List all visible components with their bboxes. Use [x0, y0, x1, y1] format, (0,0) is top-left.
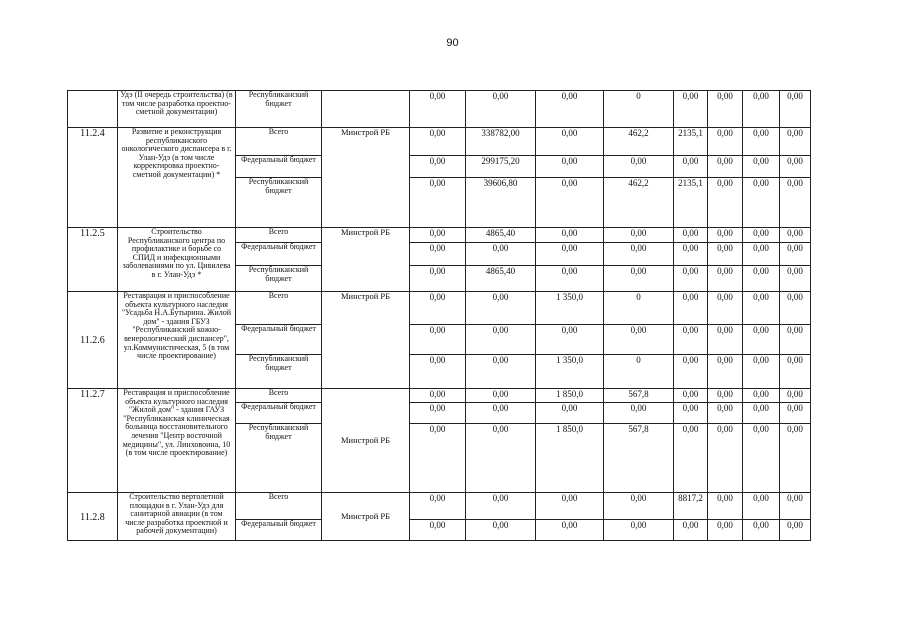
- value-cell: 0,00: [743, 178, 780, 228]
- funding-source: Всего: [236, 292, 322, 325]
- value-cell: 0,00: [674, 424, 708, 493]
- value-cell: 0,00: [780, 520, 811, 541]
- executor: [322, 91, 410, 128]
- item-code: [68, 91, 118, 128]
- value-cell: 1 350,0: [536, 292, 604, 325]
- funding-source: Республиканский бюджет: [236, 178, 322, 228]
- value-cell: 0,00: [604, 403, 674, 424]
- table-row: [68, 292, 811, 325]
- value-cell: 0,00: [780, 243, 811, 266]
- value-cell: 0,00: [604, 325, 674, 355]
- item-code: 11.2.6: [68, 292, 118, 389]
- value-cell: 0,00: [674, 389, 708, 403]
- value-cell: 0,00: [604, 266, 674, 292]
- value-cell: 0,00: [743, 266, 780, 292]
- value-cell: 0,00: [743, 128, 780, 156]
- value-cell: 0,00: [410, 389, 466, 403]
- value-cell: 8817,2: [674, 493, 708, 520]
- value-cell: 0,00: [410, 243, 466, 266]
- item-code: 11.2.4: [68, 128, 118, 228]
- value-cell: 0,00: [466, 424, 536, 493]
- value-cell: 0,00: [743, 355, 780, 389]
- value-cell: 299175,20: [466, 156, 536, 178]
- funding-source: Республиканский бюджет: [236, 91, 322, 128]
- value-cell: 0,00: [708, 355, 743, 389]
- value-cell: 0,00: [536, 403, 604, 424]
- value-cell: 0,00: [604, 493, 674, 520]
- value-cell: 0,00: [780, 128, 811, 156]
- value-cell: 0,00: [708, 243, 743, 266]
- value-cell: 0,00: [536, 520, 604, 541]
- funding-source: Республиканский бюджет: [236, 355, 322, 389]
- item-name: Развитие и реконструкция республиканского онкологического диспансера в г. Улан-Удэ (в том числе корректировка проектно-сметной документации) *: [118, 128, 236, 228]
- value-cell: 0,00: [780, 389, 811, 403]
- value-cell: 0,00: [466, 520, 536, 541]
- value-cell: 0,00: [410, 178, 466, 228]
- value-cell: 0,00: [410, 403, 466, 424]
- value-cell: 0,00: [674, 156, 708, 178]
- value-cell: 0,00: [780, 424, 811, 493]
- value-cell: 338782,00: [466, 128, 536, 156]
- funding-source: Федеральный бюджет: [236, 156, 322, 178]
- funding-source: Всего: [236, 128, 322, 156]
- value-cell: 0: [604, 292, 674, 325]
- item-code: 11.2.7: [68, 389, 118, 493]
- value-cell: 0,00: [466, 355, 536, 389]
- value-cell: 0,00: [708, 292, 743, 325]
- value-cell: 0,00: [743, 389, 780, 403]
- value-cell: 462,2: [604, 128, 674, 156]
- value-cell: 0,00: [743, 493, 780, 520]
- value-cell: 0,00: [604, 520, 674, 541]
- value-cell: 2135,1: [674, 128, 708, 156]
- value-cell: 4865,40: [466, 228, 536, 243]
- value-cell: 0,00: [604, 228, 674, 243]
- value-cell: 0,00: [674, 403, 708, 424]
- funding-source: Федеральный бюджет: [236, 243, 322, 266]
- executor: Минстрой РБ: [322, 128, 410, 228]
- value-cell: 1 850,0: [536, 424, 604, 493]
- value-cell: 0,00: [466, 389, 536, 403]
- value-cell: 0: [604, 91, 674, 128]
- value-cell: 1 350,0: [536, 355, 604, 389]
- table-row: [68, 128, 811, 156]
- funding-source: Федеральный бюджет: [236, 325, 322, 355]
- value-cell: 0,00: [780, 355, 811, 389]
- value-cell: 0,00: [410, 493, 466, 520]
- value-cell: 0,00: [674, 520, 708, 541]
- funding-source: Всего: [236, 228, 322, 243]
- value-cell: 0,00: [780, 91, 811, 128]
- value-cell: 0,00: [536, 266, 604, 292]
- value-cell: 0,00: [536, 228, 604, 243]
- table-row: [68, 228, 811, 243]
- item-name: Строительство вертолетной площадки в г. Улан-Удэ для санитарной авиации (в том числе разработка проектной и рабочей документации): [118, 493, 236, 541]
- value-cell: 0,00: [708, 403, 743, 424]
- executor: Минстрой РБ: [322, 493, 410, 541]
- value-cell: 567,8: [604, 389, 674, 403]
- value-cell: 0,00: [466, 292, 536, 325]
- table-row: [68, 389, 811, 403]
- value-cell: 0,00: [743, 520, 780, 541]
- value-cell: 0,00: [410, 266, 466, 292]
- value-cell: 0,00: [743, 424, 780, 493]
- executor: Минстрой РБ: [322, 292, 410, 389]
- funding-source: Федеральный бюджет: [236, 403, 322, 424]
- table-row: [68, 493, 811, 520]
- value-cell: 0,00: [780, 266, 811, 292]
- value-cell: 0,00: [708, 178, 743, 228]
- value-cell: 0,00: [536, 156, 604, 178]
- value-cell: 39606,80: [466, 178, 536, 228]
- value-cell: 0,00: [410, 292, 466, 325]
- value-cell: 0,00: [708, 325, 743, 355]
- value-cell: 0,00: [536, 91, 604, 128]
- value-cell: 462,2: [604, 178, 674, 228]
- value-cell: 0,00: [536, 243, 604, 266]
- value-cell: 0,00: [410, 156, 466, 178]
- value-cell: 0,00: [410, 520, 466, 541]
- value-cell: 0,00: [674, 292, 708, 325]
- item-name: Удэ (II очередь строительства) (в том числе разработка проектно-сметной документации): [118, 91, 236, 128]
- value-cell: 0,00: [536, 178, 604, 228]
- value-cell: 0,00: [780, 403, 811, 424]
- value-cell: 0,00: [743, 403, 780, 424]
- value-cell: 0,00: [410, 325, 466, 355]
- value-cell: 0,00: [708, 91, 743, 128]
- value-cell: 0,00: [536, 325, 604, 355]
- value-cell: 2135,1: [674, 178, 708, 228]
- executor: Минстрой РБ: [322, 389, 410, 493]
- value-cell: 1 850,0: [536, 389, 604, 403]
- value-cell: 0,00: [674, 228, 708, 243]
- value-cell: 0,00: [743, 228, 780, 243]
- value-cell: 0,00: [708, 128, 743, 156]
- table-row: [68, 91, 811, 128]
- funding-source: Всего: [236, 389, 322, 403]
- value-cell: 0,00: [410, 424, 466, 493]
- value-cell: 0,00: [708, 156, 743, 178]
- value-cell: 0,00: [410, 91, 466, 128]
- value-cell: 0,00: [743, 243, 780, 266]
- value-cell: 0,00: [604, 156, 674, 178]
- value-cell: 0,00: [743, 325, 780, 355]
- value-cell: 0: [604, 355, 674, 389]
- value-cell: 567,8: [604, 424, 674, 493]
- value-cell: 0,00: [410, 128, 466, 156]
- funding-source: Всего: [236, 493, 322, 520]
- item-name: Строительство Республиканского центра по профилактике и борьбе со СПИД и инфекционными заболеваниями по ул. Цивилева в г. Улан-Удэ *: [118, 228, 236, 292]
- item-code: 11.2.8: [68, 493, 118, 541]
- value-cell: 0,00: [536, 128, 604, 156]
- value-cell: 0,00: [466, 403, 536, 424]
- value-cell: 0,00: [743, 156, 780, 178]
- value-cell: 0,00: [674, 243, 708, 266]
- funding-source: Федеральный бюджет: [236, 520, 322, 541]
- item-name: Реставрация и приспособление объекта культурного наследия "Усадьба Н.А.Бутырина. Жилой дом" - здания ГБУЗ "Республиканский кожно-венерологический диспансер", ул.Коммунистическая, 5 (в том числе проектирование): [118, 292, 236, 389]
- value-cell: 0,00: [780, 156, 811, 178]
- value-cell: 0,00: [536, 493, 604, 520]
- value-cell: 0,00: [780, 228, 811, 243]
- budget-table: [67, 90, 811, 541]
- value-cell: 0,00: [604, 243, 674, 266]
- page-number: 90: [446, 37, 459, 49]
- value-cell: 0,00: [674, 266, 708, 292]
- value-cell: 0,00: [466, 325, 536, 355]
- executor: Минстрой РБ: [322, 228, 410, 292]
- value-cell: 0,00: [708, 520, 743, 541]
- item-code: 11.2.5: [68, 228, 118, 292]
- value-cell: 0,00: [466, 243, 536, 266]
- value-cell: 4865,40: [466, 266, 536, 292]
- value-cell: 0,00: [708, 389, 743, 403]
- funding-source: Республиканский бюджет: [236, 266, 322, 292]
- value-cell: 0,00: [743, 292, 780, 325]
- value-cell: 0,00: [743, 91, 780, 128]
- value-cell: 0,00: [674, 91, 708, 128]
- value-cell: 0,00: [780, 493, 811, 520]
- value-cell: 0,00: [780, 325, 811, 355]
- value-cell: 0,00: [708, 266, 743, 292]
- value-cell: 0,00: [466, 493, 536, 520]
- value-cell: 0,00: [410, 355, 466, 389]
- value-cell: 0,00: [708, 228, 743, 243]
- value-cell: 0,00: [674, 325, 708, 355]
- value-cell: 0,00: [410, 228, 466, 243]
- value-cell: 0,00: [780, 178, 811, 228]
- funding-source: Республиканский бюджет: [236, 424, 322, 493]
- value-cell: 0,00: [780, 292, 811, 325]
- value-cell: 0,00: [708, 424, 743, 493]
- value-cell: 0,00: [674, 355, 708, 389]
- value-cell: 0,00: [466, 91, 536, 128]
- value-cell: 0,00: [708, 493, 743, 520]
- item-name: Реставрация и приспособление объекта культурного наследия "Жилой дом" - здания ГАУЗ "Республиканская клиническая больница восстановительного лечения "Центр восточной медицины", ул. Линховоина, 10 (в том числе проектирование): [118, 389, 236, 493]
